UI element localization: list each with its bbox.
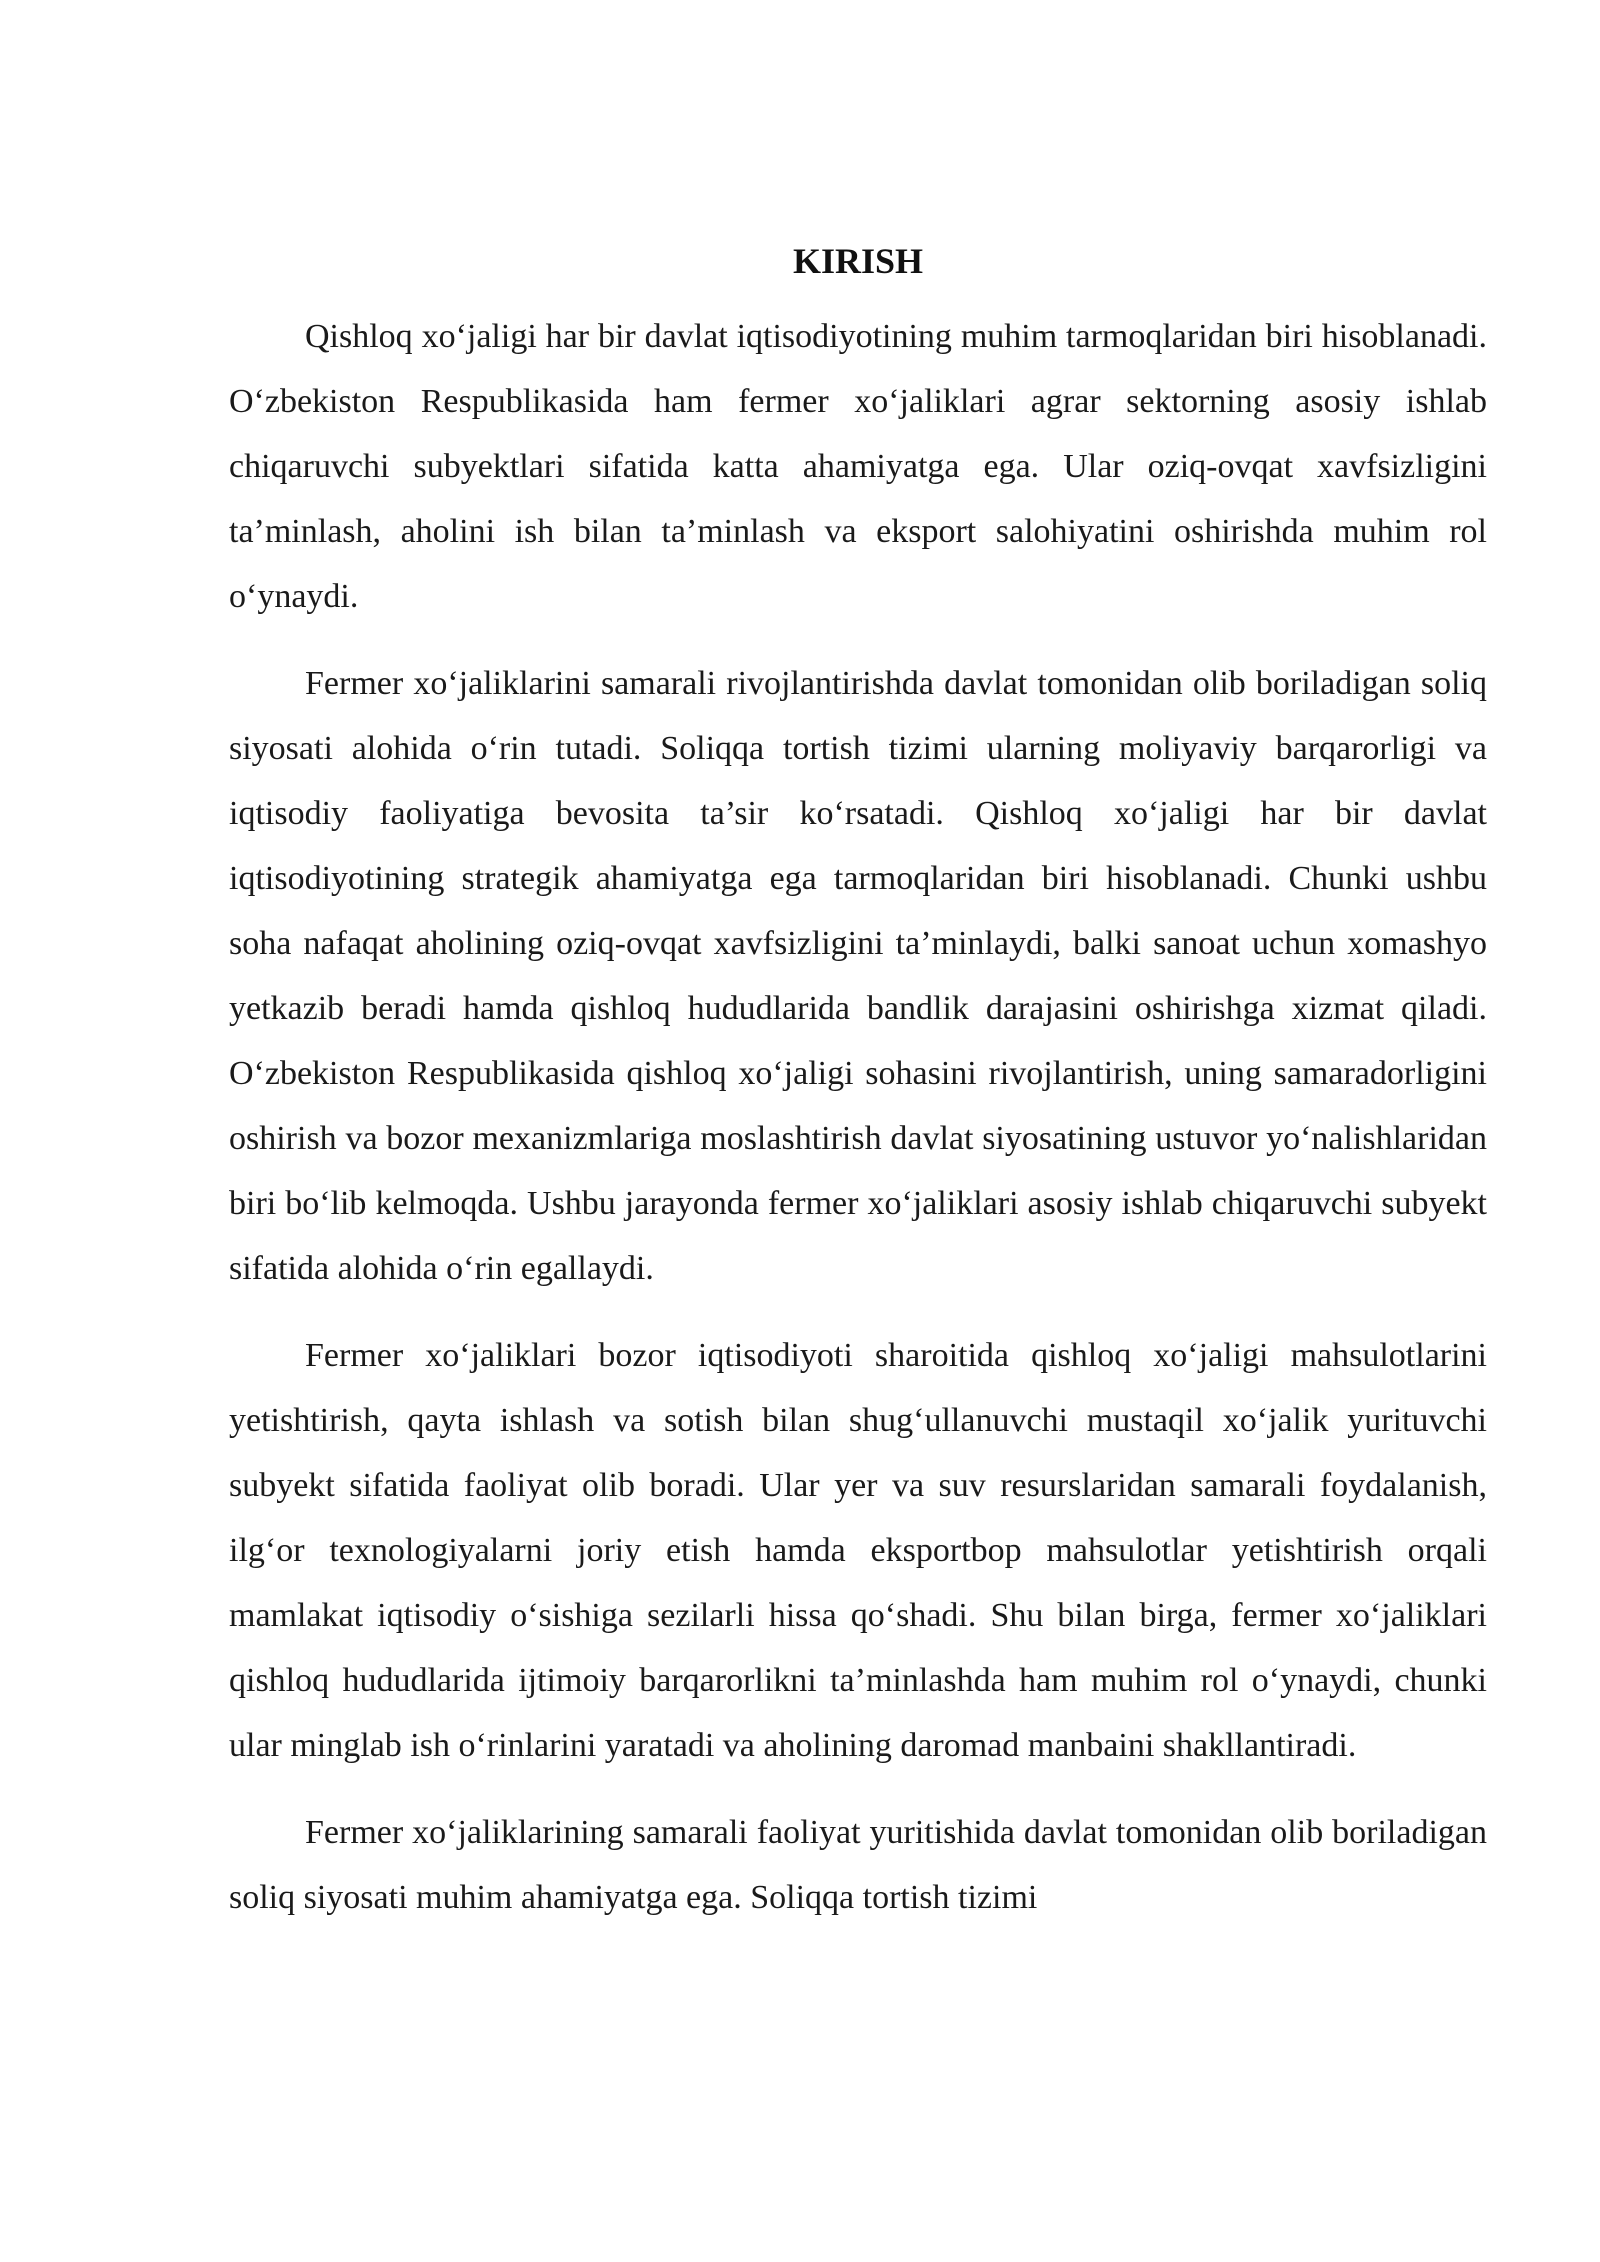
paragraph-4: Fermer xo‘jaliklarining samarali faoliyat yuritishida davlat tomonidan olib boriladigan soliq siyosati muhim ahamiyatga ega. Soliqqa tortish tizimi: [229, 1814, 1487, 1916]
paragraph-2: Fermer xo‘jaliklarini samarali rivojlantirishda davlat tomonidan olib boriladigan soliq siyosati alohida o‘rin tutadi. Soliqqa tortish tizimi ularning moliyaviy barqarorligi va iqtisodiy faoliyatiga bevosita ta’sir ko‘rsatadi. Qishloq xo‘jaligi har bir davlat iqtisodiyotining strategik ahamiyatga ega tarmoqlaridan biri hisoblanadi. Chunki ushbu soha nafaqat aholining oziq-ovqat xavfsizligini ta’minlaydi, balki sanoat uchun xomashyo yetkazib beradi hamda qishloq hududlarida bandlik darajasini oshirishga xizmat qiladi. O‘zbekiston Respublikasida qishloq xo‘jaligi sohasini rivojlantirish, uning samaradorligini oshirish va bozor mexanizmlariga moslashtirish davlat siyosatining ustuvor yo‘nalishlaridan biri bo‘lib kelmoqda. Ushbu jarayonda fermer xo‘jaliklari asosiy ishlab chiqaruvchi subyekt sifatida alohida o‘rin egallaydi.: [229, 665, 1487, 1287]
paragraph-3: Fermer xo‘jaliklari bozor iqtisodiyoti sharoitida qishloq xo‘jaligi mahsulotlarini yetishtirish, qayta ishlash va sotish bilan shug‘ullanuvchi mustaqil xo‘jalik yurituvchi subyekt sifatida faoliyat olib boradi. Ular yer va suv resurslaridan samarali foydalanish, ilg‘or texnologiyalarni joriy etish hamda eksportbop mahsulotlar yetishtirish orqali mamlakat iqtisodiy o‘sishiga sezilarli hissa qo‘shadi. Shu bilan birga, fermer xo‘jaliklari qishloq hududlarida ijtimoiy barqarorlikni ta’minlashda ham muhim rol o‘ynaydi, chunki ular minglab ish o‘rinlarini yaratadi va aholining daromad manbaini shakllantiradi.: [229, 1337, 1487, 1764]
document-body: [229, 232, 1487, 1930]
page-title: KIRISH: [792, 241, 924, 281]
paragraph-1: Qishloq xo‘jaligi har bir davlat iqtisodiyotining muhim tarmoqlaridan biri hisoblanadi. O‘zbekiston Respublikasida ham fermer xo‘jaliklari agrar sektorning asosiy ishlab chiqaruvchi subyektlari sifatida katta ahamiyatga ega. Ular oziq-ovqat xavfsizligini ta’minlash, aholini ish bilan ta’minlash va eksport salohiyatini oshirishda muhim rol o‘ynaydi.: [229, 318, 1487, 615]
